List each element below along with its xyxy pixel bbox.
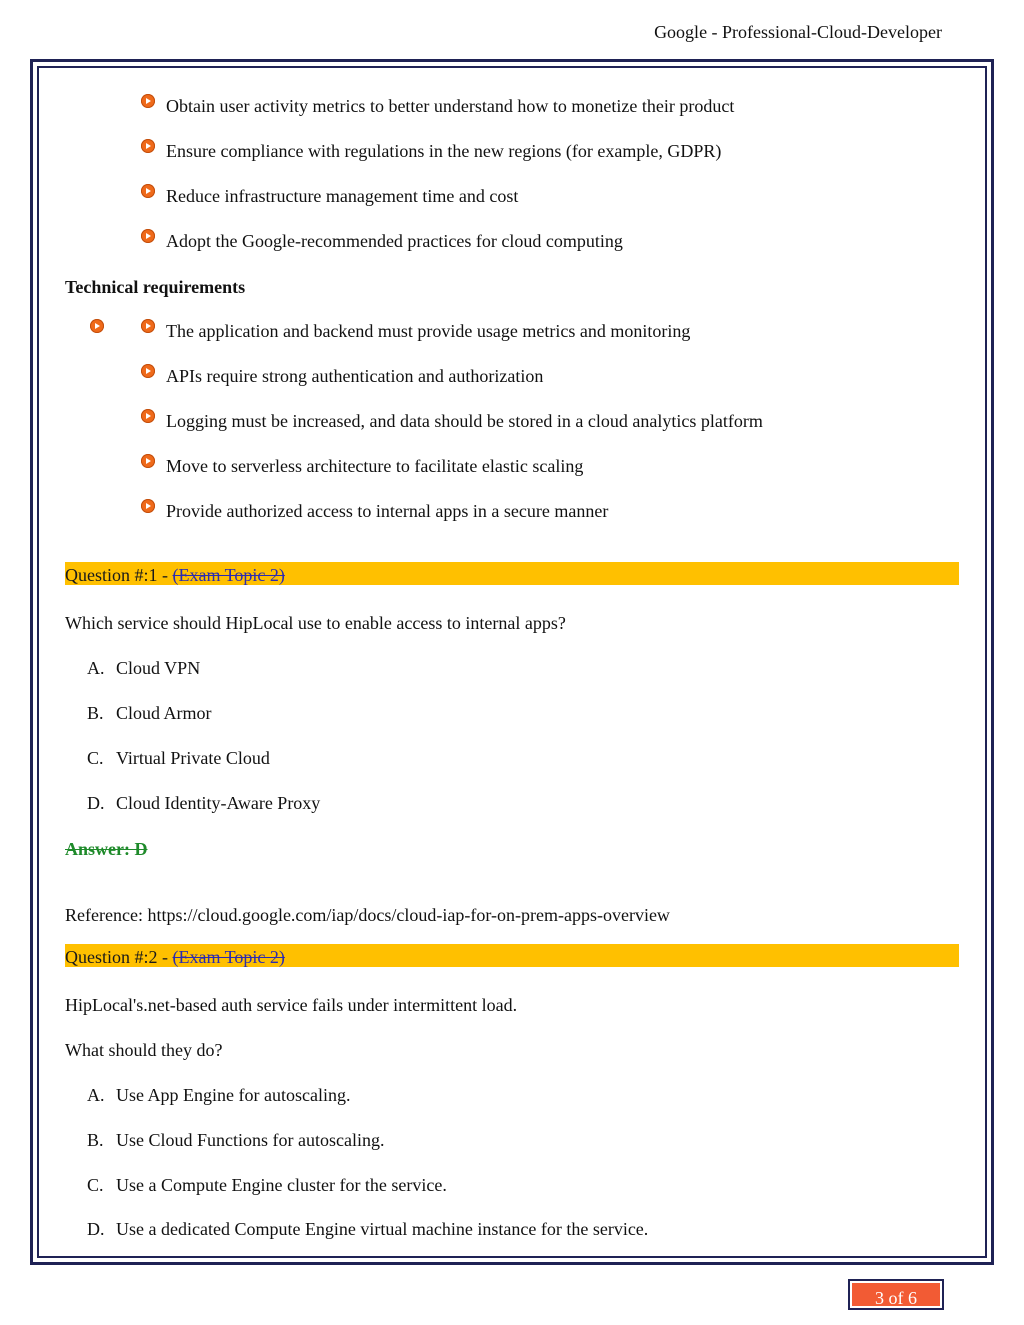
technical-bullet-5: Provide authorized access to internal apps in a secure manner xyxy=(166,501,609,521)
question-1-option-d: D. Cloud Identity-Aware Proxy xyxy=(87,793,321,813)
technical-bullet-4: Move to serverless architecture to facilitate elastic scaling xyxy=(166,456,584,476)
page-number: 3 of 6 xyxy=(852,1283,940,1306)
bullet-arrow-icon xyxy=(90,319,104,333)
technical-bullet-1: The application and backend must provide usage metrics and monitoring xyxy=(166,321,691,341)
question-2-option-b: B. Use Cloud Functions for autoscaling. xyxy=(87,1130,385,1150)
question-1-option-c: C. Virtual Private Cloud xyxy=(87,748,270,768)
question-2-text-2: What should they do? xyxy=(65,1040,223,1060)
question-2-label: Question #:2 - xyxy=(65,947,173,967)
bullet-arrow-icon xyxy=(141,499,155,513)
bullet-arrow-icon xyxy=(141,139,155,153)
technical-requirements-heading: Technical requirements xyxy=(65,277,246,297)
document-header-title: Google - Professional-Cloud-Developer xyxy=(654,22,942,42)
question-1-topic-link[interactable]: (Exam Topic 2) xyxy=(172,565,285,585)
question-2-bar xyxy=(65,944,959,967)
technical-bullet-3: Logging must be increased, and data should be stored in a cloud analytics platform xyxy=(166,411,763,431)
technical-bullet-2: APIs require strong authentication and authorization xyxy=(166,366,544,386)
bullet-arrow-icon xyxy=(141,94,155,108)
question-1-option-a: A. Cloud VPN xyxy=(87,658,201,678)
question-1-text: Which service should HipLocal use to enable access to internal apps? xyxy=(65,613,566,633)
question-2-topic-link[interactable]: (Exam Topic 2) xyxy=(172,947,285,967)
bullet-arrow-icon xyxy=(141,229,155,243)
page-number-box xyxy=(848,1279,944,1310)
question-1-answer: Answer: D xyxy=(65,839,148,859)
bullet-arrow-icon xyxy=(141,184,155,198)
business-bullet-1: Obtain user activity metrics to better understand how to monetize their product xyxy=(166,96,735,116)
question-1-bar xyxy=(65,562,959,585)
question-2-option-a: A. Use App Engine for autoscaling. xyxy=(87,1085,351,1105)
business-bullet-2: Ensure compliance with regulations in the new regions (for example, GDPR) xyxy=(166,141,722,161)
question-1-label: Question #:1 - xyxy=(65,565,173,585)
business-bullet-3: Reduce infrastructure management time and cost xyxy=(166,186,519,206)
bullet-arrow-icon xyxy=(141,409,155,423)
question-2-text-1: HipLocal's.net-based auth service fails under intermittent load. xyxy=(65,995,518,1015)
question-2-option-c: C. Use a Compute Engine cluster for the service. xyxy=(87,1175,447,1195)
business-bullet-4: Adopt the Google-recommended practices for cloud computing xyxy=(166,231,623,251)
bullet-arrow-icon xyxy=(141,364,155,378)
bullet-arrow-icon xyxy=(141,319,155,333)
question-1-option-b: B. Cloud Armor xyxy=(87,703,212,723)
bullet-arrow-icon xyxy=(141,454,155,468)
question-2-option-d: D. Use a dedicated Compute Engine virtual machine instance for the service. xyxy=(87,1219,649,1239)
question-1-reference: Reference: https://cloud.google.com/iap/docs/cloud-iap-for-on-prem-apps-overview xyxy=(65,905,670,925)
